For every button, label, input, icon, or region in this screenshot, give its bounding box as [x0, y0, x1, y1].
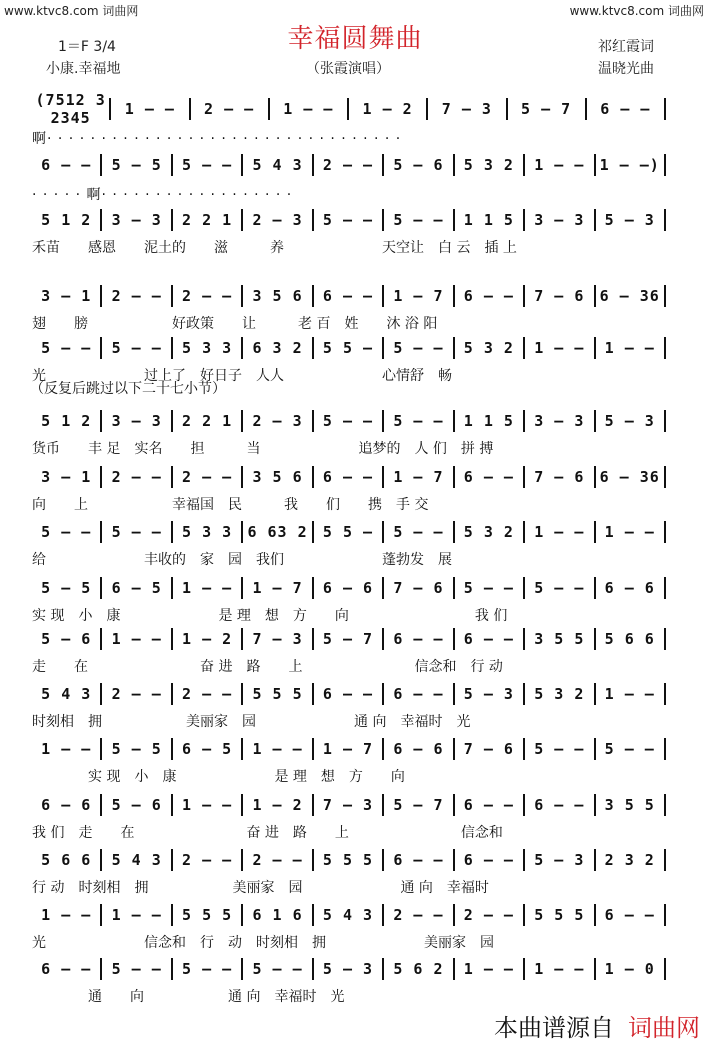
measure: 3 5 5 [534, 630, 585, 648]
lyric-line: 实 现 小 康 是 理 想 方 向 [32, 769, 405, 785]
measure: 5 – – [182, 960, 233, 978]
measure: 6 – 6 [604, 579, 655, 597]
lyric-line: · · · · · 啊· · · · · · · · · · · · · · · · · · [32, 187, 293, 203]
measure: 1 – – [252, 740, 303, 758]
measure: 5 – – [111, 523, 162, 541]
measure: 5 – – [322, 211, 374, 229]
measure: 5 – – [252, 960, 303, 978]
measure: 3 – 1 [41, 468, 92, 486]
score-row [32, 209, 666, 256]
measure: 1 – 7 [393, 468, 444, 486]
measure: 5 – 3 [463, 685, 514, 703]
measure: 5 – – [604, 740, 655, 758]
measure: 6 – – [604, 906, 655, 924]
measure: 2 – – [204, 100, 255, 118]
measure: 3 – 3 [111, 412, 162, 430]
notation-line [32, 521, 666, 543]
measure: 5 1 2 [41, 211, 92, 229]
measure: 5 – 7 [322, 630, 374, 648]
measure: 6 – – [463, 287, 514, 305]
measure: 6 63 2 [247, 523, 308, 541]
measure: 6 – 6 [41, 796, 92, 814]
notation-line [32, 958, 666, 980]
measure: 6 – – [393, 851, 444, 869]
measure: 1 – – [534, 339, 585, 357]
measure: 5 – – [41, 339, 92, 357]
bar-line [664, 337, 666, 359]
measure: 2 – – [111, 685, 162, 703]
measure: 5 3 2 [463, 156, 514, 174]
measure: 1 – – [111, 630, 162, 648]
measure: 3 – 3 [111, 211, 162, 229]
measure: 5 – – [534, 579, 585, 597]
measure: 1 – 0 [604, 960, 655, 978]
measure: 5 4 3 [111, 851, 162, 869]
measure: 5 4 3 [252, 156, 303, 174]
measure: 1 – – [41, 740, 92, 758]
measure: 5 – 3 [604, 412, 655, 430]
lyric-line: 我 们 走 在 奋 进 路 上 信念和 [32, 825, 503, 841]
measure: 5 6 2 [393, 960, 444, 978]
lyric-line: 给 丰收的 家 园 我们 蓬勃发 展 [32, 552, 452, 568]
measure: 3 5 6 [252, 287, 303, 305]
bar-line [664, 738, 666, 760]
key-signature: 1＝F 3/4 [58, 39, 116, 55]
score-row [32, 521, 666, 568]
measure: 5 3 3 [182, 339, 233, 357]
measure: 5 – 6 [111, 796, 162, 814]
measure: 1 – 7 [322, 740, 374, 758]
measure: 5 6 6 [41, 851, 92, 869]
measure: 1 – – [111, 906, 162, 924]
measure: 5 1 2 [41, 412, 92, 430]
lyric-line: 向 上 幸福国 民 我 们 携 手 交 [32, 497, 429, 513]
measure: 6 – 36 [599, 468, 660, 486]
measure: 5 – 7 [521, 100, 572, 118]
notation-line [32, 209, 666, 231]
score-row [32, 466, 666, 513]
score-row [32, 738, 666, 785]
measure: 2 – – [182, 685, 233, 703]
measure: 6 – – [322, 685, 374, 703]
score-row [32, 794, 666, 841]
measure: 1 – – [463, 960, 514, 978]
measure: 6 – – [534, 796, 585, 814]
lyric-line: 啊· · · · · · · · · · · · · · · · · · · · · · · · · · · · · · · · · [32, 131, 402, 147]
score-row [32, 683, 666, 730]
measure: 5 3 2 [534, 685, 585, 703]
measure: 7 – 3 [322, 796, 374, 814]
notation-line [32, 410, 666, 432]
measure: 5 – 5 [111, 156, 162, 174]
lyric-line: 走 在 奋 进 路 上 信念和 行 动 [32, 659, 503, 675]
notation-line [32, 337, 666, 359]
measure: 6 – 5 [111, 579, 162, 597]
lyric-line: 实 现 小 康 是 理 想 方 向 我 们 [32, 608, 508, 624]
score-row [32, 154, 666, 203]
song-title: 幸福圆舞曲 [287, 24, 423, 54]
measure: 6 – – [41, 156, 92, 174]
measure: 2 2 1 [182, 412, 233, 430]
measure: 5 – – [393, 523, 444, 541]
measure: 2 – – [463, 906, 514, 924]
measure: 1 – – [604, 523, 655, 541]
score-row [32, 410, 666, 457]
measure: 5 – – [182, 156, 233, 174]
measure: 6 – – [600, 100, 651, 118]
repeat-note: （反复后跳过以下二十七小节） [30, 381, 226, 397]
measure: 1 – 7 [393, 287, 444, 305]
measure: 5 – – [111, 960, 162, 978]
notation-line [32, 91, 666, 127]
score-row [32, 628, 666, 675]
measure: 5 – – [111, 339, 162, 357]
notation-line [32, 466, 666, 488]
bar-line [664, 410, 666, 432]
measure: 1 – – [182, 796, 233, 814]
measure: 6 – – [463, 630, 514, 648]
measure: 1 1 5 [463, 211, 514, 229]
measure: 6 1 6 [252, 906, 303, 924]
score-row [32, 958, 666, 1005]
measure: 3 5 6 [252, 468, 303, 486]
measure: 1 – –) [599, 156, 660, 174]
measure: 2 – 3 [252, 412, 303, 430]
measure: 5 – 3 [604, 211, 655, 229]
measure: 2 – – [182, 851, 233, 869]
measure: 2 – – [111, 287, 162, 305]
measure: 7 – 6 [534, 287, 585, 305]
measure: 5 – – [393, 211, 444, 229]
measure: 6 – 6 [393, 740, 444, 758]
measure: 1 – – [534, 156, 585, 174]
measure: 2 3 2 [604, 851, 655, 869]
measure: 7 – 6 [463, 740, 514, 758]
measure: 6 – – [322, 468, 374, 486]
measure: 5 – – [534, 740, 585, 758]
measure: 7 – 3 [441, 100, 492, 118]
lyricist: 祁红霞词 [598, 39, 654, 55]
measure: 5 – – [41, 523, 92, 541]
measure: 7 – 3 [252, 630, 303, 648]
measure: 5 – 3 [534, 851, 585, 869]
measure: 2 – – [322, 156, 374, 174]
measure: 7 – 6 [393, 579, 444, 597]
measure: 6 – – [463, 468, 514, 486]
measure: 3 – 3 [534, 412, 585, 430]
measure: 1 – 2 [362, 100, 413, 118]
bar-line [664, 466, 666, 488]
measure: 5 3 2 [463, 523, 514, 541]
footer-brand[interactable]: 词曲网 [628, 1014, 700, 1042]
measure: 2 – – [182, 287, 233, 305]
bar-line [664, 904, 666, 926]
bar-line [664, 521, 666, 543]
footer-source [494, 1008, 700, 1043]
lyric-line: 时刻相 拥 美丽家 园 通 向 幸福时 光 [32, 714, 471, 730]
measure: 1 – – [182, 579, 233, 597]
measure: 1 – – [534, 523, 585, 541]
measure: 5 6 6 [604, 630, 655, 648]
measure: 5 – 5 [111, 740, 162, 758]
measure: 5 – 7 [393, 796, 444, 814]
measure: 6 – – [463, 796, 514, 814]
bar-line [664, 683, 666, 705]
measure: 5 – 5 [41, 579, 92, 597]
notation-line [32, 154, 666, 176]
lyric-line: 翅 膀 好政策 让 老 百 姓 沐 浴 阳 [32, 316, 438, 332]
lyric-line: 行 动 时刻相 拥 美丽家 园 通 向 幸福时 [32, 880, 489, 896]
bar-line [664, 98, 666, 120]
notation-line [32, 849, 666, 871]
measure: 3 – 3 [534, 211, 585, 229]
measure: 5 – – [463, 579, 514, 597]
notation-line [32, 738, 666, 760]
measure: 1 – – [604, 685, 655, 703]
measure: 5 – 6 [41, 630, 92, 648]
measure: 6 – – [322, 287, 374, 305]
measure: 5 5 5 [534, 906, 585, 924]
measure: 5 3 2 [463, 339, 514, 357]
measure: 6 – 6 [322, 579, 374, 597]
bar-line [664, 154, 666, 176]
score-row [32, 337, 666, 384]
measure: 1 1 5 [463, 412, 514, 430]
measure: 1 – – [283, 100, 334, 118]
notation-line [32, 904, 666, 926]
lyric-line: 禾苗 感恩 泥土的 滋 养 天空让 白 云 插 上 [32, 240, 517, 256]
measure: 1 – – [604, 339, 655, 357]
measure: 6 3 2 [252, 339, 303, 357]
measure: 6 – – [393, 685, 444, 703]
lyric-line: 通 向 通 向 幸福时 光 [32, 989, 345, 1005]
measure: 2 2 1 [182, 211, 233, 229]
measure: 6 – 5 [182, 740, 233, 758]
measure: 3 5 5 [604, 796, 655, 814]
measure: 5 5 5 [182, 906, 233, 924]
measure: (7512 3 2345 [35, 91, 106, 127]
composer: 温晓光曲 [598, 61, 654, 77]
bar-line [664, 577, 666, 599]
measure: 6 – 36 [599, 287, 660, 305]
measure: 2 – – [111, 468, 162, 486]
measure: 5 5 – [322, 339, 374, 357]
measure: 6 – – [41, 960, 92, 978]
measure: 7 – 6 [534, 468, 585, 486]
singer: （张霞演唱） [306, 61, 390, 77]
measure: 2 – – [182, 468, 233, 486]
lyric-line: 货币 丰 足 实名 担 当 追梦的 人 们 拼 搏 [32, 441, 494, 457]
bar-line [664, 794, 666, 816]
measure: 5 – 3 [322, 960, 374, 978]
measure: 1 – 7 [252, 579, 303, 597]
measure: 2 – – [252, 851, 303, 869]
bar-line [664, 958, 666, 980]
footer-text: 本曲谱源自 [494, 1014, 614, 1042]
measure: 3 – 1 [41, 287, 92, 305]
bar-line [664, 628, 666, 650]
notation-line [32, 628, 666, 650]
measure: 5 4 3 [41, 685, 92, 703]
score-row [32, 285, 666, 332]
measure: 5 3 3 [182, 523, 233, 541]
score-row [32, 904, 666, 951]
measure: 6 – – [463, 851, 514, 869]
measure: 5 – – [393, 339, 444, 357]
measure: 2 – 3 [252, 211, 303, 229]
score-row [32, 577, 666, 624]
measure: 5 – – [322, 412, 374, 430]
measure: 1 – – [41, 906, 92, 924]
notation-line [32, 577, 666, 599]
lyric-line: 光 过上了 好日子 人人 心情舒 畅 [32, 368, 452, 384]
score-row [32, 91, 666, 147]
notation-line [32, 285, 666, 307]
site-watermark-right[interactable]: www.ktvc8.com 词曲网 [569, 4, 704, 18]
measure: 6 – – [393, 630, 444, 648]
measure: 5 5 5 [322, 851, 374, 869]
measure: 1 – – [124, 100, 175, 118]
notation-line [32, 794, 666, 816]
notation-line [32, 683, 666, 705]
measure: 1 – – [534, 960, 585, 978]
measure: 2 – – [393, 906, 444, 924]
measure: 5 5 5 [252, 685, 303, 703]
measure: 5 5 – [322, 523, 374, 541]
lyric-line: 光 信念和 行 动 时刻相 拥 美丽家 园 [32, 935, 494, 951]
measure: 1 – 2 [182, 630, 233, 648]
bar-line [664, 285, 666, 307]
score-row [32, 849, 666, 896]
measure: 5 4 3 [322, 906, 374, 924]
measure: 5 – – [393, 412, 444, 430]
measure: 5 – 6 [393, 156, 444, 174]
bar-line [664, 209, 666, 231]
album-name: 小康.幸福地 [46, 61, 121, 77]
measure: 1 – 2 [252, 796, 303, 814]
site-watermark-left[interactable]: www.ktvc8.com 词曲网 [4, 4, 139, 18]
bar-line [664, 849, 666, 871]
